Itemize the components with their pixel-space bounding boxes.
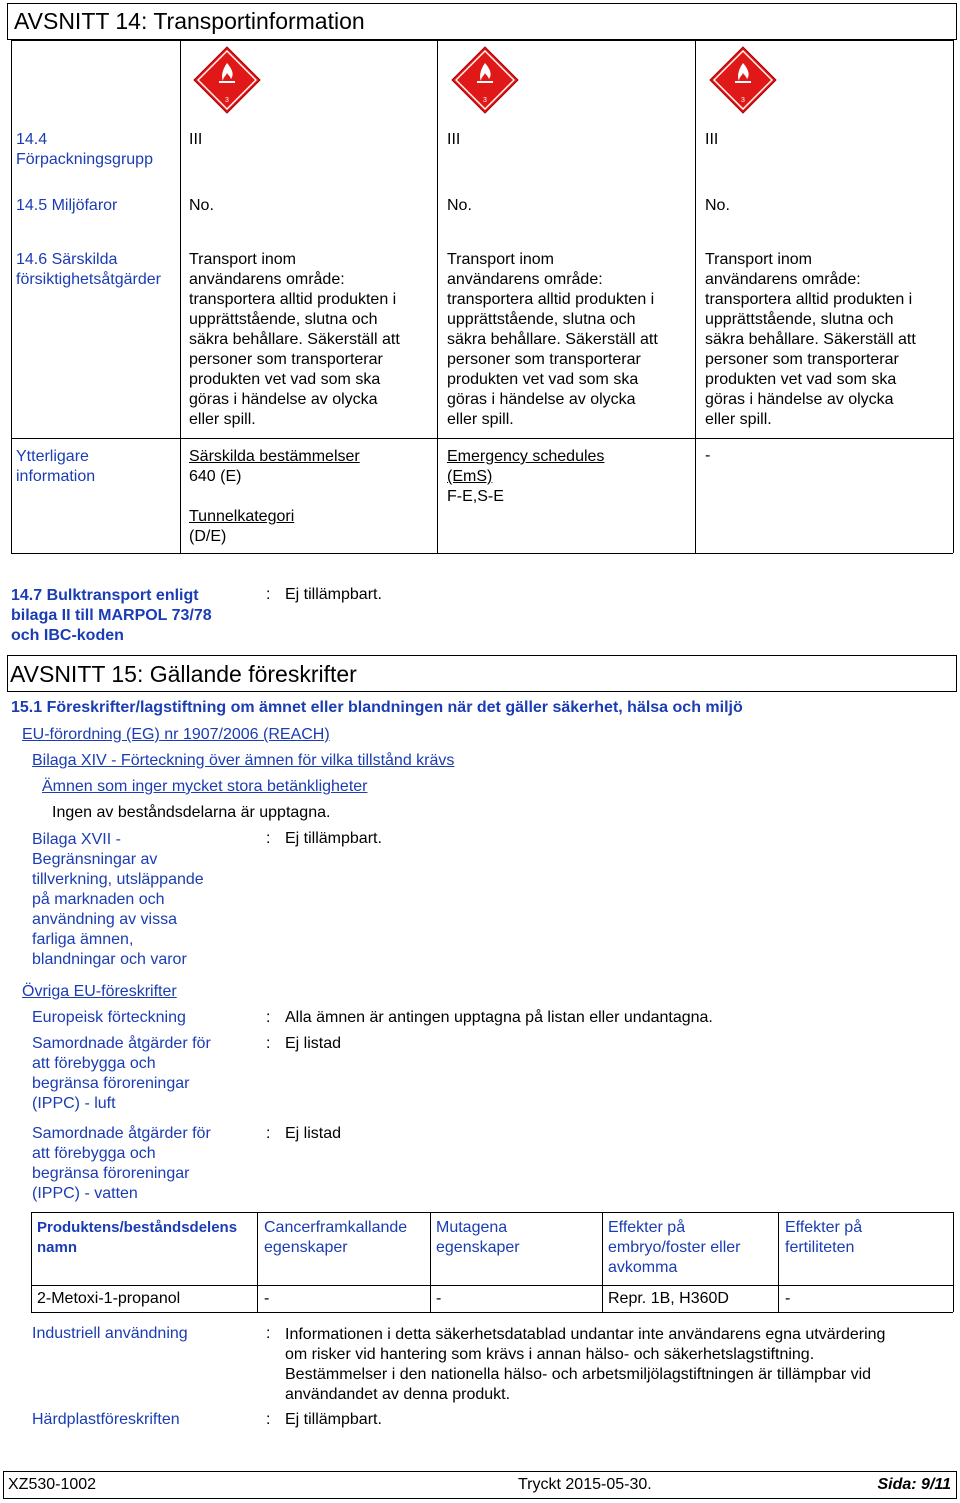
packing-group-value-3: III <box>705 131 719 148</box>
table-cell-carcinogenic: - <box>264 1290 270 1307</box>
colon: : <box>266 1325 271 1342</box>
annex-xiv-heading: Bilaga XIV - Förteckning över ämnen för vilka tillstånd krävs <box>32 752 455 769</box>
page-number: Sida: 9/11 <box>877 1476 951 1493</box>
colon: : <box>266 586 271 603</box>
packing-group-value-2: III <box>447 131 461 148</box>
special-precautions-label: 14.6 Särskilda försiktighetsåtgärder <box>16 251 161 288</box>
industrial-use-label: Industriell användning <box>32 1325 188 1342</box>
ems-value: F-E,S-E <box>447 488 504 505</box>
ippc-water-label: Samordnade åtgärder för att förebygga och begränsa föroreningar (IPPC) - vatten <box>32 1125 211 1202</box>
packing-group-value-1: III <box>189 131 203 148</box>
section-14-title: AVSNITT 14: Transportinformation <box>14 8 365 34</box>
annex-xvii-label: Bilaga XVII - Begränsningar av tillverkning, utsläppande på marknaden och användning av vissa farliga ämnen, blandningar och varor <box>32 831 204 968</box>
additional-information-label: Ytterligare information <box>16 448 96 485</box>
ippc-air-value: Ej listad <box>285 1035 342 1052</box>
section-15-1-heading: 15.1 Föreskrifter/lagstiftning om ämnet eller blandningen när det gäller säkerhet, hälsa och miljö <box>11 699 743 716</box>
environmental-hazards-value-3: No. <box>705 197 730 214</box>
special-precautions-text-3: Transport inom användarens område: transportera alltid produkten i upprättstående, slutna och säkra behållare. Säkerställ att personer som transporterar produkten vet vad som ska göras i händelse av olycka eller spill. <box>705 251 916 428</box>
thermoset-label: Härdplastföreskriften <box>32 1411 180 1428</box>
product-code: XZ530-1002 <box>8 1476 97 1493</box>
flammable-liquid-diamond-icon <box>709 46 777 114</box>
svg-text:3: 3 <box>483 97 487 104</box>
svg-text:3: 3 <box>225 97 229 104</box>
page-footer <box>3 1471 957 1499</box>
table-cell-mutagenic: - <box>436 1290 442 1307</box>
flammable-liquid-diamond-icon <box>451 46 519 114</box>
table-cell-reproductive: Repr. 1B, H360D <box>608 1290 729 1307</box>
tunnel-category-value: (D/E) <box>189 528 227 545</box>
flammable-liquid-diamond-icon <box>193 46 261 114</box>
industrial-use-value: Informationen i detta säkerhetsdatablad undantar inte användarens egna utvärdering om risker vid hantering som krävs i annan hälso- och säkerhetslagstiftning. Bestämmelser i den nationella hälso- och arbetsmiljölagstiftningen är tillämpbar vid användandet av denna produkt. <box>285 1326 886 1403</box>
environmental-hazards-value-2: No. <box>447 197 472 214</box>
svg-text:3: 3 <box>741 97 745 104</box>
bulk-transport-value: Ej tillämpbart. <box>285 586 382 603</box>
reach-heading: EU-förordning (EG) nr 1907/2006 (REACH) <box>22 726 330 743</box>
svhc-value: Ingen av beståndsdelarna är upptagna. <box>52 804 331 821</box>
section-14-header <box>7 3 957 40</box>
ippc-air-label: Samordnade åtgärder för att förebygga och begränsa föroreningar (IPPC) - luft <box>32 1035 211 1112</box>
special-provisions <box>189 447 360 547</box>
table-cell-substance: 2-Metoxi-1-propanol <box>37 1290 181 1307</box>
emergency-schedules: Emergency schedules (EmS) F-E,S-E <box>447 448 605 505</box>
table-header-fertility: Effekter på fertiliteten <box>785 1219 863 1256</box>
special-precautions-text-1: Transport inom användarens område: transportera alltid produkten i upprättstående, slutna och säkra behållare. Säkerställ att personer som transporterar produkten vet vad som ska göras i händelse av olycka eller spill. <box>189 251 400 428</box>
table-header-mutagenic: Mutagena egenskaper <box>436 1219 520 1256</box>
annex-xvii-value: Ej tillämpbart. <box>285 830 382 847</box>
packing-group-label: 14.4 Förpackningsgrupp <box>16 131 153 168</box>
ippc-water-value: Ej listad <box>285 1125 342 1142</box>
colon: : <box>266 1009 271 1026</box>
special-provisions-heading: Särskilda bestämmelser <box>189 448 360 465</box>
environmental-hazards-value-1: No. <box>189 197 214 214</box>
table-header-name: Produktens/beståndsdelens namn <box>37 1219 238 1256</box>
table-header-carcinogenic: Cancerframkallande egenskaper <box>264 1219 408 1256</box>
thermoset-value: Ej tillämpbart. <box>285 1411 382 1428</box>
environmental-hazards-label: 14.5 Miljöfaror <box>16 197 118 214</box>
table-header-reproductive: Effekter på embryo/foster eller avkomma <box>608 1219 741 1276</box>
table-cell-fertility: - <box>785 1290 791 1307</box>
colon: : <box>266 1035 271 1052</box>
special-provisions-value: 640 (E) <box>189 468 242 485</box>
section-15-title: AVSNITT 15: Gällande föreskrifter <box>10 661 357 687</box>
other-eu-heading: Övriga EU-föreskrifter <box>22 983 177 1000</box>
european-inventory-value: Alla ämnen är antingen upptagna på listan eller undantagna. <box>285 1009 713 1026</box>
additional-information-value-3: - <box>705 447 711 464</box>
print-date: Tryckt 2015-05-30. <box>518 1476 652 1493</box>
tunnel-category-heading: Tunnelkategori <box>189 508 295 525</box>
bulk-transport-label: 14.7 Bulktransport enligt bilaga II till MARPOL 73/78 och IBC-koden <box>11 587 212 644</box>
european-inventory-label: Europeisk förteckning <box>32 1009 186 1026</box>
special-precautions-text-2: Transport inom användarens område: transportera alltid produkten i upprättstående, slutna och säkra behållare. Säkerställ att personer som transporterar produkten vet vad som ska göras i händelse av olycka eller spill. <box>447 251 658 428</box>
svhc-heading: Ämnen som inger mycket stora betänkligheter <box>42 778 368 795</box>
section-15-header <box>7 655 957 692</box>
colon: : <box>266 1411 271 1428</box>
colon: : <box>266 1125 271 1142</box>
colon: : <box>266 830 271 847</box>
